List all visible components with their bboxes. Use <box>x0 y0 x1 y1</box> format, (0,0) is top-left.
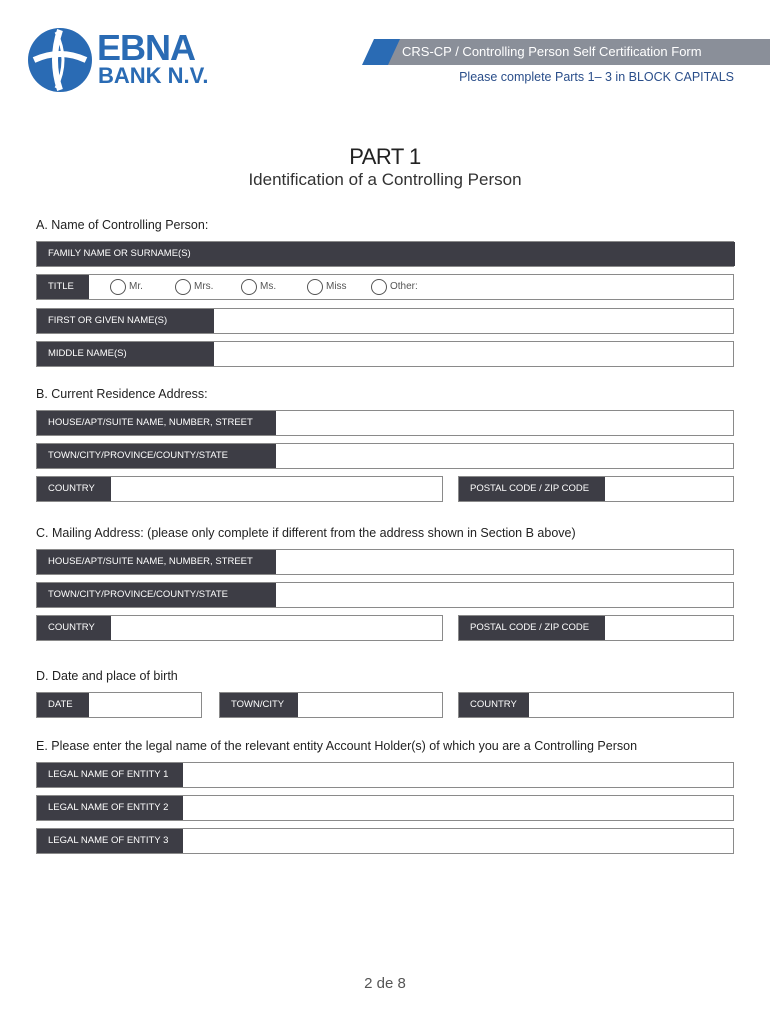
residence-country-field[interactable] <box>36 476 443 502</box>
section-a-heading: A. Name of Controlling Person: <box>36 218 209 232</box>
mailing-town-field[interactable] <box>36 582 734 608</box>
page-number: 2 de 8 <box>364 975 406 992</box>
part-title: PART 1 <box>349 144 421 169</box>
mailing-postal-label: POSTAL CODE / ZIP CODE <box>459 616 605 640</box>
residence-country-label: COUNTRY <box>37 477 111 501</box>
brand-name: EBNA <box>97 27 196 68</box>
entity2-field[interactable] <box>36 795 734 821</box>
block-capitals-instruction: Please complete Parts 1– 3 in BLOCK CAPITALS <box>459 70 734 84</box>
entity2-label: LEGAL NAME OF ENTITY 2 <box>37 796 183 820</box>
residence-town-label: TOWN/CITY/PROVINCE/COUNTY/STATE <box>37 444 276 468</box>
family-name-label: FAMILY NAME OR SURNAME(S) <box>37 242 735 266</box>
radio-miss[interactable] <box>307 279 323 295</box>
part-subtitle: Identification of a Controlling Person <box>248 170 522 189</box>
radio-mrs[interactable] <box>175 279 191 295</box>
middle-name-label: MIDDLE NAME(S) <box>37 342 214 366</box>
residence-postal-field[interactable] <box>458 476 734 502</box>
birth-date-field[interactable] <box>36 692 202 718</box>
brand-subname: BANK N.V. <box>98 63 209 88</box>
entity1-field[interactable] <box>36 762 734 788</box>
radio-ms[interactable] <box>241 279 257 295</box>
radio-mr[interactable] <box>110 279 126 295</box>
birth-town-field[interactable] <box>219 692 443 718</box>
birth-country-field[interactable] <box>458 692 734 718</box>
residence-town-field[interactable] <box>36 443 734 469</box>
birth-country-label: COUNTRY <box>459 693 529 717</box>
family-name-field[interactable] <box>36 241 734 267</box>
birth-town-label: TOWN/CITY <box>220 693 298 717</box>
form-title: CRS-CP / Controlling Person Self Certification Form <box>402 44 702 59</box>
title-label: TITLE <box>37 275 89 299</box>
residence-street-label: HOUSE/APT/SUITE NAME, NUMBER, STREET <box>37 411 276 435</box>
radio-mrs-label: Mrs. <box>194 281 214 292</box>
radio-mr-label: Mr. <box>129 281 143 292</box>
first-name-label: FIRST OR GIVEN NAME(S) <box>37 309 214 333</box>
radio-miss-label: Miss <box>326 281 347 292</box>
mailing-country-label: COUNTRY <box>37 616 111 640</box>
mailing-postal-field[interactable] <box>458 615 734 641</box>
birth-date-label: DATE <box>37 693 89 717</box>
middle-name-field[interactable] <box>36 341 734 367</box>
section-b-heading: B. Current Residence Address: <box>36 387 208 401</box>
mailing-town-label: TOWN/CITY/PROVINCE/COUNTY/STATE <box>37 583 276 607</box>
section-e-heading: E. Please enter the legal name of the relevant entity Account Holder(s) of which you are a Controlling Person <box>36 739 638 753</box>
entity3-label: LEGAL NAME OF ENTITY 3 <box>37 829 183 853</box>
section-d-heading: D. Date and place of birth <box>36 669 178 683</box>
radio-ms-label: Ms. <box>260 281 277 292</box>
residence-postal-label: POSTAL CODE / ZIP CODE <box>459 477 605 501</box>
section-c-heading: C. Mailing Address: (please only complete if different from the address shown in Section B above) <box>36 526 576 540</box>
mailing-country-field[interactable] <box>36 615 443 641</box>
radio-other[interactable] <box>371 279 387 295</box>
entity3-field[interactable] <box>36 828 734 854</box>
residence-street-field[interactable] <box>36 410 734 436</box>
radio-other-label: Other: <box>390 281 418 292</box>
title-field <box>36 274 734 300</box>
first-name-field[interactable] <box>36 308 734 334</box>
mailing-street-label: HOUSE/APT/SUITE NAME, NUMBER, STREET <box>37 550 276 574</box>
mailing-street-field[interactable] <box>36 549 734 575</box>
entity1-label: LEGAL NAME OF ENTITY 1 <box>37 763 183 787</box>
